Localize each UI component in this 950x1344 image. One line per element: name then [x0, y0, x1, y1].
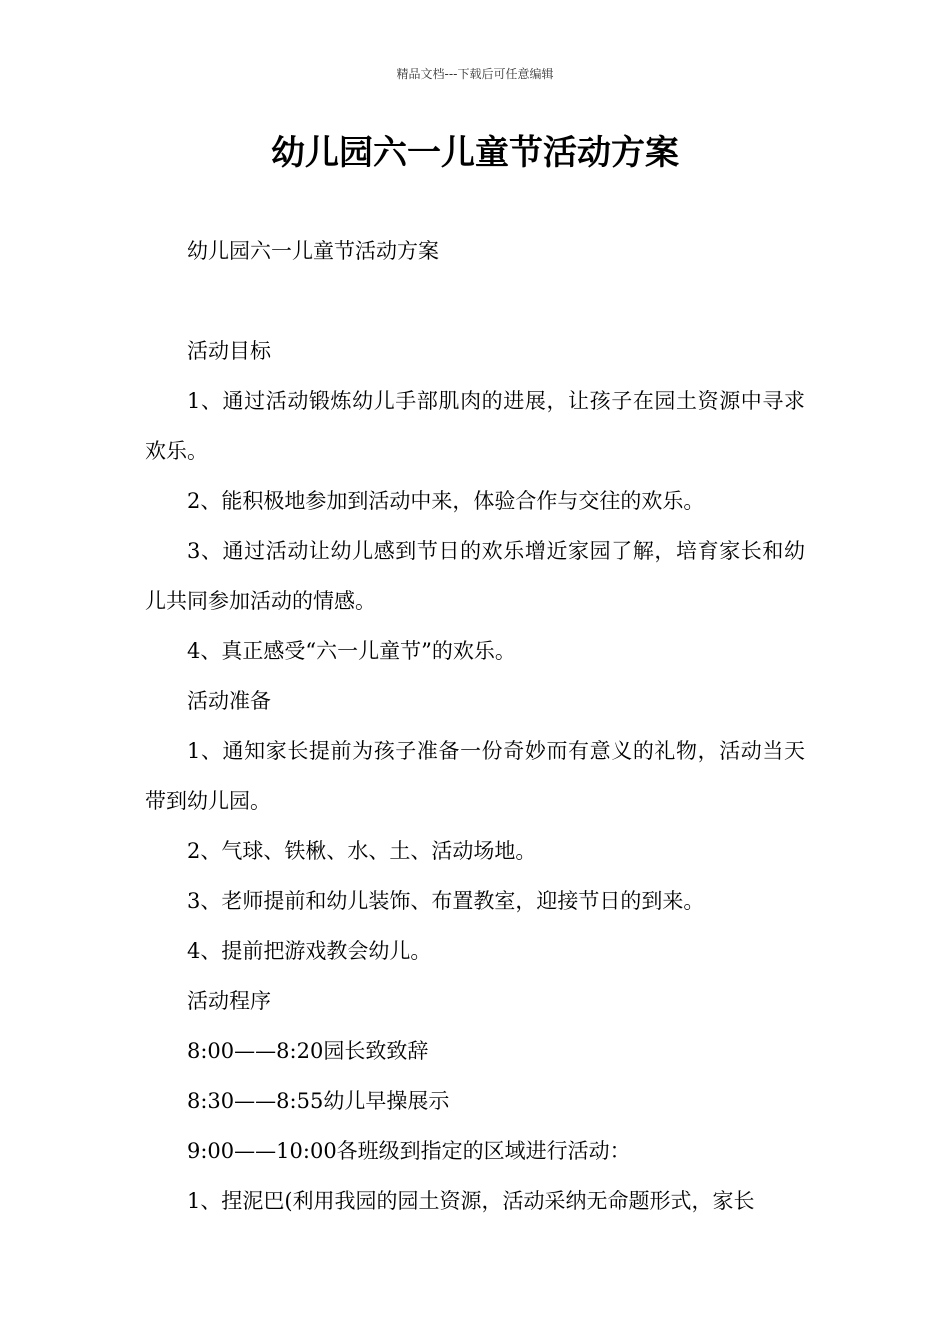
document-title: 幼儿园六一儿童节活动方案: [271, 133, 679, 173]
section-heading-preparation: 活动准备: [187, 689, 271, 713]
section-heading-goals: 活动目标: [187, 339, 271, 363]
paragraph: 1、捏泥巴(利用我园的园土资源，活动采纳无命题形式，家长: [187, 1189, 755, 1213]
paragraph: 3、通过活动让幼儿感到节日的欢乐增近家园了解，培育家长和幼儿共同参加活动的情感。: [145, 539, 805, 613]
paragraph: 2、气球、铁楸、水、土、活动场地。: [187, 839, 537, 863]
paragraph: 1、通过活动锻炼幼儿手部肌肉的进展，让孩子在园土资源中寻求欢乐。: [145, 389, 805, 463]
section-heading-procedure: 活动程序: [187, 989, 271, 1013]
schedule-item: 9:00——10:00各班级到指定的区域进行活动：: [187, 1139, 631, 1163]
paragraph-subtitle: 幼儿园六一儿童节活动方案: [187, 239, 439, 263]
paragraph: 2、能积极地参加到活动中来，体验合作与交往的欢乐。: [187, 489, 705, 513]
paragraph: 3、老师提前和幼儿装饰、布置教室，迎接节日的到来。: [187, 889, 705, 913]
schedule-item: 8:30——8:55幼儿早操展示: [187, 1089, 450, 1113]
document-body: [145, 226, 805, 1226]
schedule-item: 8:00——8:20园长致致辞: [187, 1039, 429, 1063]
paragraph: 1、通知家长提前为孩子准备一份奇妙而有意义的礼物，活动当天带到幼儿园。: [145, 739, 805, 813]
paragraph: 4、真正感受“六一儿童节”的欢乐。: [187, 639, 516, 663]
header-note: 精品文档---下载后可任意编辑: [396, 67, 554, 81]
paragraph: 4、提前把游戏教会幼儿。: [187, 939, 432, 963]
